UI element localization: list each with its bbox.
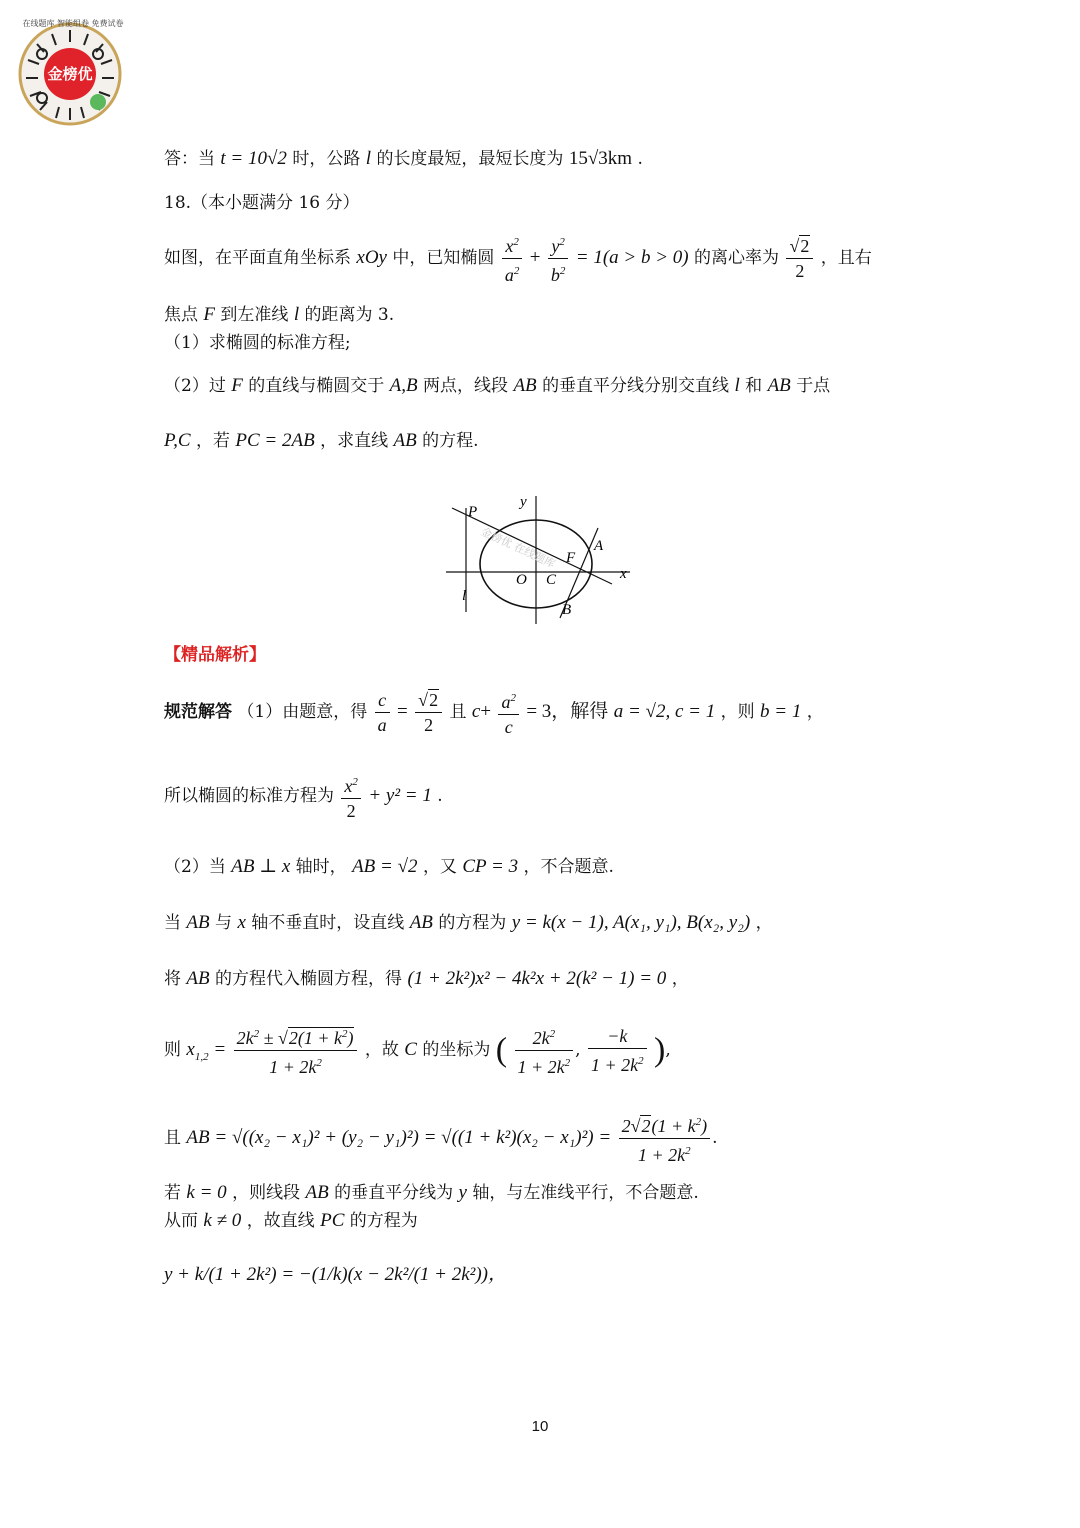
q2-text-d: 的垂直平分线分别交直线	[542, 376, 730, 396]
q2-text-b: 的直线与椭圆交于	[248, 376, 385, 396]
frac-ecc: $\frac{√2}{2}$	[786, 234, 813, 283]
s1-values: a = √2, c = 1	[613, 701, 716, 722]
label-x: x	[620, 566, 627, 582]
q2-AB: AB	[513, 375, 537, 396]
answer-end: .	[637, 149, 643, 169]
solution-line-7: 且 AB = √((x₂ − x₁)² + (y₂ − y₁)²) = √((1 + k²)(x₂ − x₁)²) = $\frac{2√2(1 + k^2)}{1 + 2k^2}$ .	[164, 1108, 718, 1168]
q2-F: F	[231, 375, 243, 396]
frac-roots: $\frac{2k^2 \pm √2(1 + k^2)}{1 + 2k^2}$	[234, 1022, 358, 1079]
q2-l: l	[734, 375, 740, 396]
s4-text-d: 的方程为	[438, 913, 507, 933]
s3-text-e: ，又	[422, 857, 457, 877]
s8-text-c: ，则线段	[232, 1183, 301, 1203]
s4-AB-2: AB	[409, 912, 433, 933]
problem-number: 18.（本小题满分 16 分）	[164, 193, 360, 213]
logo	[12, 16, 128, 132]
answer-prefix: 答：当	[164, 149, 215, 169]
q3-PC: P,C	[164, 430, 191, 451]
ellipse-condition: = 1(a > b > 0)	[575, 247, 689, 268]
s8-text-d: 的垂直平分线为	[334, 1183, 454, 1203]
s6-text-a: 则	[164, 1040, 181, 1060]
label-y: y	[520, 494, 527, 510]
line2-text-b: 到左准线	[220, 305, 289, 325]
s8-text-f: 轴，与左准线平行，不合题意.	[472, 1183, 699, 1203]
s5-equation: (1 + 2k²)x² − 4k²x + 2(k² − 1) = 0	[407, 968, 667, 989]
answer-l: l	[365, 148, 372, 169]
solution-line-5	[164, 968, 689, 990]
answer-length: 15√3km	[568, 148, 633, 169]
problem-line-2	[164, 304, 394, 326]
s9-PC: PC	[320, 1210, 345, 1231]
s3-text-g: ，不合题意.	[523, 857, 614, 877]
solution-line-8	[164, 1182, 699, 1204]
s1-text-e: ，则	[720, 702, 755, 722]
ecc-text: 的离心率为	[694, 248, 780, 268]
solution-line-9	[164, 1210, 418, 1232]
ellipse-figure	[440, 488, 640, 628]
frac-sqrt2-2: $\frac{√2}{2}$	[415, 688, 442, 737]
frac-a2-c: $\frac{a^2}{c}$	[498, 686, 519, 739]
q3-text-b: ，若	[196, 431, 230, 451]
frac-c-a: $\frac{c}{a}$	[375, 688, 390, 737]
s7-text-a: 且	[164, 1128, 181, 1148]
logo-ring-text: 在线题库 智能组卷 免费试卷	[22, 19, 124, 28]
s5-text-a: 将	[164, 969, 181, 989]
solution-line-3	[164, 856, 614, 878]
s4-text-a: 当	[164, 913, 181, 933]
s5-text-d: ，	[671, 969, 689, 989]
s6-text-b: ，故	[364, 1040, 399, 1060]
answer-suffix: 的长度最短，最短长度为	[376, 149, 564, 169]
s3-AB-value: AB = √2	[352, 856, 418, 877]
label-B: B	[562, 602, 572, 618]
s9-k-nonzero: k ≠ 0	[203, 1210, 242, 1231]
problem-intro2: 中，已知椭圆	[392, 248, 495, 268]
solution-label: 规范解答	[164, 702, 232, 722]
label-l: l	[462, 588, 467, 604]
s8-text-a: 若	[164, 1183, 181, 1203]
s7-AB-length: AB = √((x₂ − x₁)² + (y₂ − y₁)²) = √((1 + k²)(x₂ − x₁)²) =	[186, 1127, 612, 1148]
problem-xoy: xOy	[356, 247, 387, 268]
s4-text-f: ，	[755, 913, 773, 933]
solution-line-6: 则 $x_{1,2}$ = $\frac{2k^2 \pm √2(1 + k^2)}{1 + 2k^2}$ ，故 C 的坐标为 ( $\frac{2k^2}{1 + 2k^2}$ , $\frac{-k}{1 + 2k^2}$ ),	[164, 1020, 671, 1087]
s4-text-b: 与	[215, 913, 233, 933]
s3-perp: AB ⊥ x	[231, 856, 291, 877]
s9-text-c: ，故直线	[246, 1211, 315, 1231]
s3-text-c: 轴时，	[295, 857, 347, 877]
s5-text-b: 的方程代入椭圆方程，得	[215, 969, 403, 989]
s2-end: .	[437, 786, 443, 806]
q3-text-e: 的方程.	[422, 431, 479, 451]
s8-AB: AB	[305, 1182, 329, 1203]
line2-F: F	[203, 304, 216, 325]
s9-text-e: 的方程为	[349, 1211, 418, 1231]
solution-line-1: 规范解答 （1）由题意，得 $\frac{c}{a}$ = $\frac{√2}{2}$ 且 c+ $\frac{a^2}{c}$ = 3，解得 a = √2, c = 1 ，则 b = 1 ，	[164, 684, 824, 740]
frac-x2-a2: $\frac{x^2}{a^2}$	[502, 230, 523, 287]
answer-line	[164, 148, 643, 170]
s2-equation: + y² = 1	[368, 785, 432, 806]
line2-l: l	[293, 304, 300, 325]
s4-AB: AB	[186, 912, 210, 933]
s3-text-a: （2）当	[164, 857, 226, 877]
q2-AB-2: AB	[767, 375, 791, 396]
frac-cy: $\frac{-k}{1 + 2k^2}$	[588, 1024, 647, 1077]
s4-text-c: 轴不垂直时，设直线	[251, 913, 405, 933]
s1-text-a: （1）由题意，得	[237, 702, 368, 722]
label-A: A	[594, 538, 604, 554]
s9-text-a: 从而	[164, 1211, 198, 1231]
page-number: 10	[531, 1418, 549, 1435]
s5-AB: AB	[186, 968, 210, 989]
s1-b-value: b = 1	[760, 701, 802, 722]
solution-line-2	[164, 768, 443, 824]
s6-text-c: 的坐标为	[422, 1040, 491, 1060]
s8-y: y	[458, 1182, 467, 1203]
line2-text-c: 的距离为 3.	[304, 305, 395, 325]
problem-line-1: 如图，在平面直角坐标系 xOy 中，已知椭圆 $\frac{x^2}{a^2}$ + $\frac{y^2}{b^2}$ = 1(a > b > 0) 的离心率为 $\frac{√2}{2}$ ，且右	[164, 230, 872, 287]
label-F: F	[566, 550, 576, 566]
s8-k-zero: k = 0	[186, 1182, 227, 1203]
solution-header: 【精品解析】	[164, 645, 266, 665]
q2-AB-points: A,B	[389, 375, 418, 396]
logo-center-text: 金榜优	[47, 65, 93, 83]
frac-y2-b2: $\frac{y^2}{b^2}$	[548, 230, 569, 287]
question-2	[164, 375, 830, 397]
s2-text-a: 所以椭圆的标准方程为	[164, 786, 334, 806]
s1-text-c: = 3，解得	[526, 701, 609, 722]
frac-cx: $\frac{2k^2}{1 + 2k^2}$	[515, 1022, 574, 1079]
label-C: C	[546, 572, 557, 588]
question-1: （1）求椭圆的标准方程;	[164, 333, 351, 353]
answer-mid: 时，公路	[292, 149, 361, 169]
q3-text-d: ，求直线	[320, 431, 389, 451]
watermark: 金榜优 在线题库	[478, 524, 558, 571]
problem-intro: 如图，在平面直角坐标系	[164, 248, 351, 268]
label-O: O	[516, 572, 527, 588]
frac-AB-result: $\frac{2√2(1 + k^2)}{1 + 2k^2}$	[619, 1110, 711, 1167]
s4-line-eq: y = k(x − 1), A(x₁, y₁), B(x₂, y₂)	[511, 912, 751, 933]
solution-line-10: y + k/(1 + 2k²) = −(1/k)(x − 2k²/(1 + 2k²))，	[164, 1264, 508, 1285]
answer-t-value: t = 10√2	[220, 148, 287, 169]
solution-line-4: 当 AB 与 x 轴不垂直时，设直线 AB 的方程为 y = k(x − 1), A(x₁, y₁), B(x₂, y₂) ，	[164, 912, 773, 933]
q3-condition: PC = 2AB	[235, 430, 315, 451]
s1-text-g: ，	[806, 702, 824, 722]
q2-text-c: 两点，线段	[423, 376, 509, 396]
s1-text-b: 且	[449, 702, 467, 722]
frac-x2-2: $\frac{x^2}{2}$	[341, 770, 361, 823]
q2-text-a: （2）过	[164, 376, 226, 396]
q3-AB: AB	[393, 430, 417, 451]
question-2-cont	[164, 430, 479, 452]
s3-CP-value: CP = 3	[462, 856, 519, 877]
label-P: P	[468, 504, 478, 520]
q2-text-e: 和	[745, 376, 763, 396]
problem-tail: ，且右	[820, 248, 872, 268]
q2-text-f: 于点	[796, 376, 831, 396]
line2-text: 焦点	[164, 305, 198, 325]
